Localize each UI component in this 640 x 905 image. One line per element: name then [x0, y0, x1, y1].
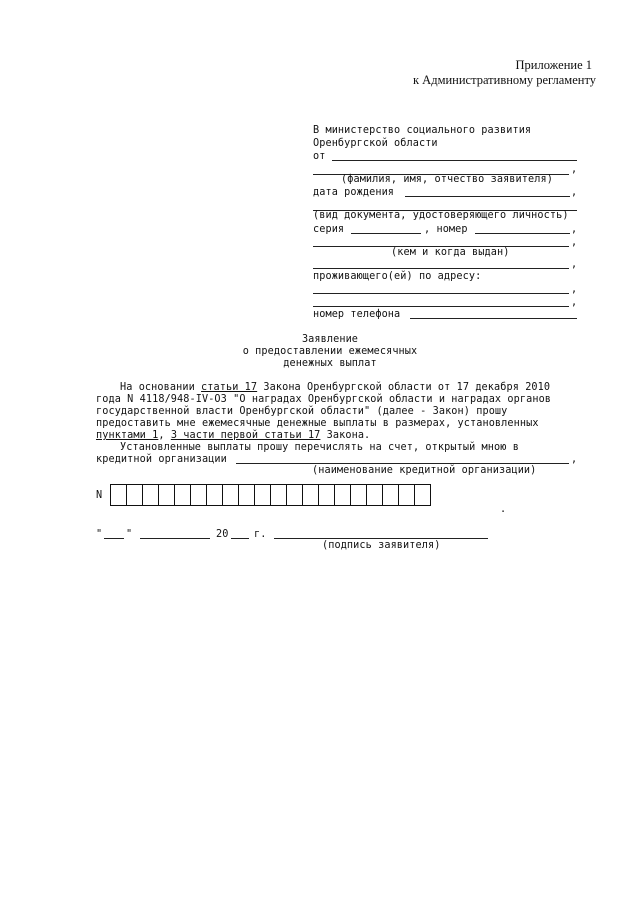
account-digit-cell[interactable]: [158, 484, 175, 506]
law-article-link[interactable]: статьи 17: [201, 382, 258, 393]
account-digit-cell[interactable]: [190, 484, 207, 506]
account-number-cells: [110, 484, 431, 506]
points-link[interactable]: пунктами 1: [96, 430, 159, 441]
account-digit-cell[interactable]: [222, 484, 239, 506]
account-digit-cell[interactable]: [414, 484, 431, 506]
paragraph1-line2: года N 4118/948-IV-ОЗ "О наградах Оренбургской области и наградах органов: [96, 394, 552, 405]
account-digit-cell[interactable]: [238, 484, 255, 506]
bank-label: кредитной организации: [96, 454, 227, 465]
bank-name-field[interactable]: [236, 463, 569, 464]
comma: ,: [571, 297, 578, 308]
birth-date-field[interactable]: [405, 196, 570, 197]
paragraph1-line4: предоставить мне ежемесячные денежные выплаты в размерах, установленных: [96, 418, 539, 429]
from-label: от: [313, 151, 326, 162]
account-digit-cell[interactable]: [350, 484, 367, 506]
number-label: , номер: [424, 224, 468, 235]
date-year-prefix: 20: [216, 529, 229, 540]
bank-caption: (наименование кредитной организации): [312, 465, 537, 476]
article-part-link[interactable]: 3 части первой статьи 17: [170, 430, 321, 441]
comma: ,: [571, 187, 578, 198]
account-digit-cell[interactable]: [398, 484, 415, 506]
appendix-reference: к Административному регламенту: [412, 73, 596, 87]
fio-caption: (фамилия, имя, отчество заявителя): [341, 174, 553, 185]
address-label: проживающего(ей) по адресу:: [313, 271, 482, 282]
account-digit-cell[interactable]: [302, 484, 319, 506]
paragraph1-line3: государственной власти Оренбургской области" (далее - Закон) прошу: [96, 406, 508, 417]
appendix-number: Приложение 1: [515, 58, 592, 72]
addressee-line2: Оренбургской области: [313, 138, 438, 149]
signature-caption: (подпись заявителя): [322, 540, 441, 551]
account-digit-cell[interactable]: [206, 484, 223, 506]
comma: ,: [571, 237, 578, 248]
account-digit-cell[interactable]: [366, 484, 383, 506]
phone-label: номер телефона: [313, 309, 401, 320]
account-digit-cell[interactable]: [334, 484, 351, 506]
date-year-suffix: г.: [254, 529, 267, 540]
number-field[interactable]: [475, 233, 570, 234]
from-field[interactable]: [332, 160, 577, 161]
account-digit-cell[interactable]: [126, 484, 143, 506]
date-quote-open: ": [96, 529, 103, 540]
issued-field-2[interactable]: [313, 268, 569, 269]
account-digit-cell[interactable]: [254, 484, 271, 506]
address-field-1[interactable]: [313, 293, 569, 294]
account-dot: .: [500, 504, 507, 515]
document-subtitle-2: денежных выплат: [283, 358, 377, 369]
account-label: N: [96, 490, 103, 501]
issued-caption: (кем и когда выдан): [391, 247, 510, 258]
paragraph1-line1: На основании статьи 17 Закона Оренбургской области от 17 декабря 2010: [120, 382, 551, 393]
comma: ,: [571, 454, 578, 465]
birth-date-label: дата рождения: [313, 187, 395, 198]
comma: ,: [571, 224, 578, 235]
comma: ,: [571, 164, 578, 175]
account-digit-cell[interactable]: [382, 484, 399, 506]
addressee-line1: В министерство социального развития: [313, 125, 532, 136]
date-quote-close: ": [126, 529, 133, 540]
address-field-2[interactable]: [313, 306, 569, 307]
account-digit-cell[interactable]: [286, 484, 303, 506]
date-day-field[interactable]: [104, 538, 124, 539]
phone-field[interactable]: [410, 318, 577, 319]
account-digit-cell[interactable]: [142, 484, 159, 506]
signature-field[interactable]: [274, 538, 488, 539]
comma: ,: [571, 284, 578, 295]
document-title: Заявление: [301, 334, 359, 345]
series-field[interactable]: [351, 233, 421, 234]
paragraph1-line5: пунктами 1, 3 части первой статьи 17 Закона.: [96, 430, 371, 441]
series-label: серия: [313, 224, 345, 235]
account-digit-cell[interactable]: [318, 484, 335, 506]
paragraph2-line1: Установленные выплаты прошу перечислять на счет, открытый мною в: [120, 442, 519, 453]
account-digit-cell[interactable]: [110, 484, 127, 506]
document-caption: (вид документа, удостоверяющего личность): [313, 210, 569, 221]
account-digit-cell[interactable]: [174, 484, 191, 506]
document-subtitle-1: о предоставлении ежемесячных: [242, 346, 418, 357]
account-digit-cell[interactable]: [270, 484, 287, 506]
comma: ,: [571, 259, 578, 270]
date-month-field[interactable]: [140, 538, 210, 539]
date-year-field[interactable]: [231, 538, 249, 539]
